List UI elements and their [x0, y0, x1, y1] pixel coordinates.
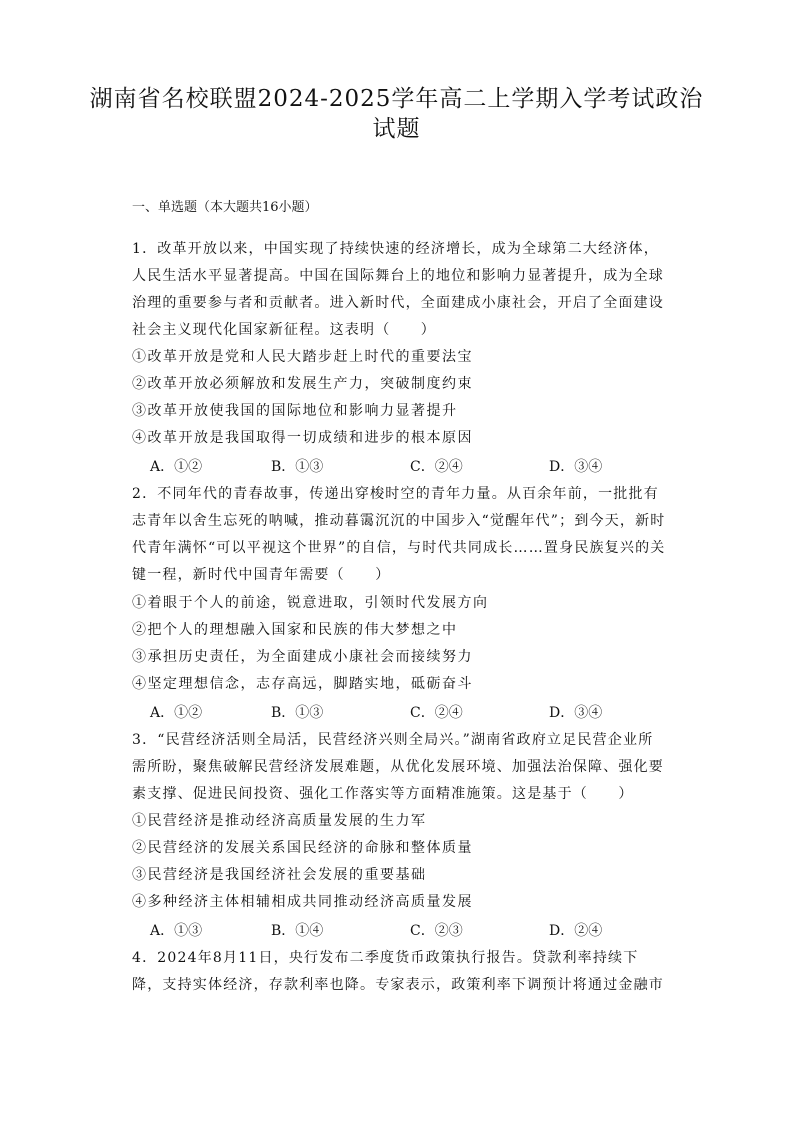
question-1-line-3: 治理的重要参与者和贡献者。进入新时代，全面建成小康社会，开启了全面建设 [132, 295, 664, 311]
choice-c[interactable]: C．②④ [410, 459, 463, 475]
question-2-statement-1: ①着眼于个人的前途，锐意进取，引领时代发展方向 [132, 595, 489, 611]
question-1-line-1: 1．改革开放以来，中国实现了持续快速的经济增长，成为全球第二大经济体， [132, 241, 659, 257]
question-2-line-3: 代青年满怀“可以平视这个世界”的自信，与时代共同成长……置身民族复兴的关 [132, 540, 666, 556]
section-heading: 一、单选题（本大题共16小题） [132, 200, 318, 215]
choice-c[interactable]: C．②③ [410, 923, 463, 939]
question-3-line-3: 素支撑、促进民间投资、强化工作落实等方面精准施策。这是基于（ ） [132, 786, 634, 802]
choice-d[interactable]: D．③④ [549, 705, 603, 721]
choice-d[interactable]: D．③④ [549, 459, 603, 475]
question-2-statement-4: ④坚定理想信念，志存高远，脚踏实地，砥砺奋斗 [132, 676, 473, 692]
question-2-statement-3: ③承担历史责任，为全面建成小康社会而接续努力 [132, 649, 473, 665]
question-2-line-2: 志青年以舍生忘死的呐喊，推动暮霭沉沉的中国步入“觉醒年代”；到今天，新时 [132, 513, 666, 529]
question-2-line-4: 键一程，新时代中国青年需要（ ） [132, 567, 391, 583]
question-1-line-4: 社会主义现代化国家新征程。这表明（ ） [132, 322, 436, 338]
question-1-line-2: 人民生活水平显著提高。中国在国际舞台上的地位和影响力显著提升，成为全球 [132, 268, 664, 284]
choice-b[interactable]: B．①③ [271, 459, 324, 475]
question-4-line-2: 降，支持实体经济，存款利率也降。专家表示，政策利率下调预计将通过金融市 [132, 977, 664, 993]
choice-a[interactable]: A．①③ [150, 923, 203, 939]
question-2-line-1: 2．不同年代的青春故事，传递出穿梭时空的青年力量。从百余年前，一批批有 [132, 486, 659, 502]
page-title-line-1: 湖南省名校联盟2024-2025学年高二上学期入学考试政治 [89, 86, 704, 112]
question-2-statement-2: ②把个人的理想融入国家和民族的伟大梦想之中 [132, 622, 458, 638]
question-3-statement-4: ④多种经济主体相辅相成共同推动经济高质量发展 [132, 894, 473, 910]
question-1-statement-1: ①改革开放是党和人民大踏步赶上时代的重要法宝 [132, 349, 473, 365]
question-1-statement-4: ④改革开放是我国取得一切成绩和进步的根本原因 [132, 430, 473, 446]
question-1-statement-2: ②改革开放必须解放和发展生产力，突破制度约束 [132, 376, 473, 392]
page-title-line-2: 试题 [372, 116, 421, 142]
question-3-line-2: 需所盼，聚焦破解民营经济发展难题，从优化发展环境、加强法治保障、强化要 [132, 759, 664, 775]
question-3-statement-2: ②民营经济的发展关系国民经济的命脉和整体质量 [132, 840, 473, 856]
question-4-line-1: 4．2024年8月11日，央行发布二季度货币政策执行报告。贷款利率持续下 [132, 950, 639, 966]
question-3-statement-3: ③民营经济是我国经济社会发展的重要基础 [132, 867, 427, 883]
choice-a[interactable]: A．①② [150, 705, 203, 721]
choice-b[interactable]: B．①④ [271, 923, 324, 939]
choice-b[interactable]: B．①③ [271, 705, 324, 721]
question-3-line-1: 3．“民营经济活则全局活，民营经济兴则全局兴。”湖南省政府立足民营企业所 [132, 732, 654, 748]
choice-d[interactable]: D．②④ [549, 923, 603, 939]
choice-c[interactable]: C．②④ [410, 705, 463, 721]
question-1-statement-3: ③改革开放使我国的国际地位和影响力显著提升 [132, 403, 458, 419]
choice-a[interactable]: A．①② [150, 459, 203, 475]
question-3-statement-1: ①民营经济是推动经济高质量发展的生力军 [132, 813, 427, 829]
